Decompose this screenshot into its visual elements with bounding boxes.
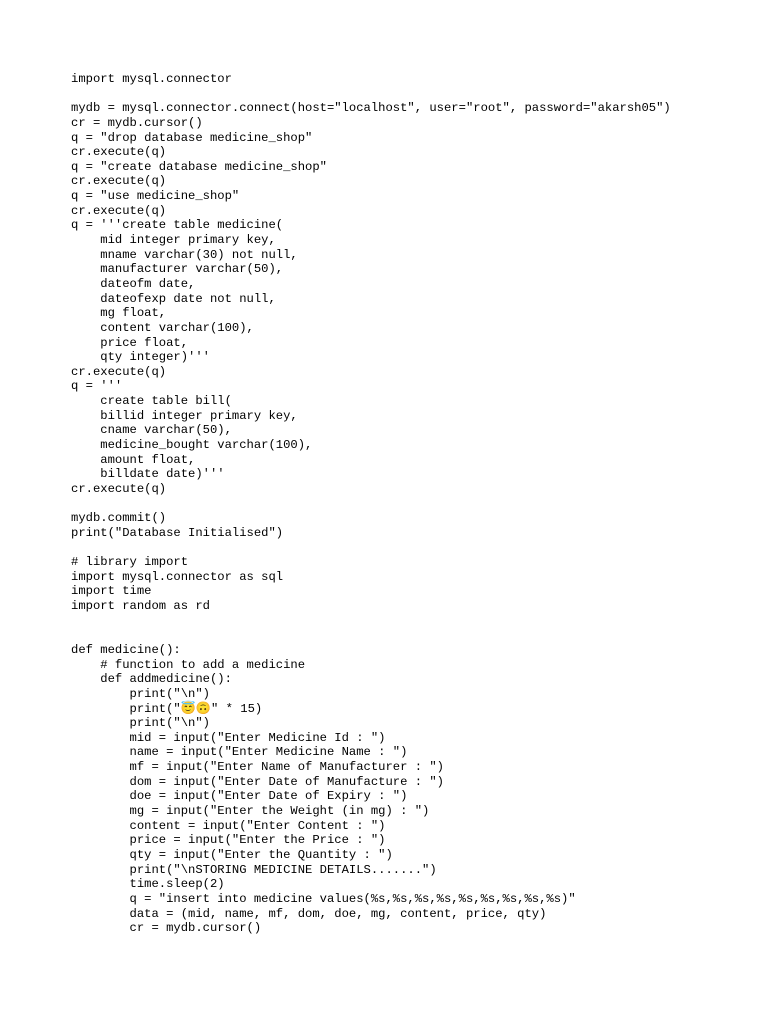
code-line: # function to add a medicine: [71, 657, 306, 672]
code-line: print("😇🙃" * 15): [71, 701, 263, 716]
code-line: amount float,: [71, 452, 196, 467]
code-line: mg = input("Enter the Weight (in mg) : "): [71, 804, 430, 819]
code-line: price = input("Enter the Price : "): [71, 833, 386, 848]
code-line: q = "insert into medicine values(%s,%s,%s,%s,%s,%s,%s,%s,%s)": [71, 891, 576, 906]
code-line: import random as rd: [71, 599, 210, 614]
code-line: q = '''create table medicine(: [71, 218, 284, 233]
code-line: [71, 87, 751, 102]
code-line: def addmedicine():: [71, 672, 232, 687]
code-line: [71, 497, 751, 512]
code-line: cr.execute(q): [71, 203, 167, 218]
code-line: q = "use medicine_shop": [71, 189, 240, 204]
code-line: manufacturer varchar(50),: [71, 262, 284, 277]
code-line: qty integer)''': [71, 350, 210, 365]
code-line: billdate date)''': [71, 467, 225, 482]
code-line: print("\nSTORING MEDICINE DETAILS......."): [71, 862, 437, 877]
code-line: mg float,: [71, 306, 167, 321]
code-line: # library import: [71, 555, 189, 570]
code-line: [71, 541, 751, 556]
code-line: medicine_bought varchar(100),: [71, 438, 313, 453]
code-line: import time: [71, 584, 152, 599]
code-line: print("\n"): [71, 716, 210, 731]
code-line: import mysql.connector as sql: [71, 569, 284, 584]
code-line: price float,: [71, 335, 189, 350]
code-line: billid integer primary key,: [71, 408, 298, 423]
code-line: def medicine():: [71, 642, 181, 657]
code-line: mname varchar(30) not null,: [71, 247, 298, 262]
code-line: print("\n"): [71, 686, 210, 701]
code-line: mydb.commit(): [71, 511, 167, 526]
code-line: mid integer primary key,: [71, 233, 276, 248]
code-line: q = ''': [71, 379, 123, 394]
code-line: doe = input("Enter Date of Expiry : "): [71, 789, 408, 804]
code-line: content varchar(100),: [71, 320, 254, 335]
code-line: mid = input("Enter Medicine Id : "): [71, 730, 386, 745]
code-line: mf = input("Enter Name of Manufacturer : "): [71, 760, 444, 775]
code-line: data = (mid, name, mf, dom, doe, mg, content, price, qty): [71, 906, 547, 921]
code-line: name = input("Enter Medicine Name : "): [71, 745, 408, 760]
code-line: cr.execute(q): [71, 364, 167, 379]
code-line: create table bill(: [71, 394, 232, 409]
code-line: mydb = mysql.connector.connect(host="localhost", user="root", password="akarsh05"): [71, 101, 671, 116]
code-line: import mysql.connector: [71, 72, 232, 86]
code-line: cname varchar(50),: [71, 423, 232, 438]
code-line: cr.execute(q): [71, 174, 167, 189]
code-listing: [71, 72, 751, 936]
code-line: dom = input("Enter Date of Manufacture : "): [71, 774, 444, 789]
code-line: qty = input("Enter the Quantity : "): [71, 847, 393, 862]
code-line: dateofexp date not null,: [71, 291, 276, 306]
code-line: [71, 614, 751, 629]
code-line: q = "drop database medicine_shop": [71, 130, 313, 145]
code-line: content = input("Enter Content : "): [71, 818, 386, 833]
code-line: cr.execute(q): [71, 481, 167, 496]
code-line: q = "create database medicine_shop": [71, 159, 327, 174]
code-line: cr = mydb.cursor(): [71, 921, 262, 936]
code-line: [71, 628, 751, 643]
code-line: cr = mydb.cursor(): [71, 115, 203, 130]
code-line: dateofm date,: [71, 276, 196, 291]
code-line: cr.execute(q): [71, 145, 167, 160]
code-line: print("Database Initialised"): [71, 525, 284, 540]
code-line: time.sleep(2): [71, 877, 225, 892]
